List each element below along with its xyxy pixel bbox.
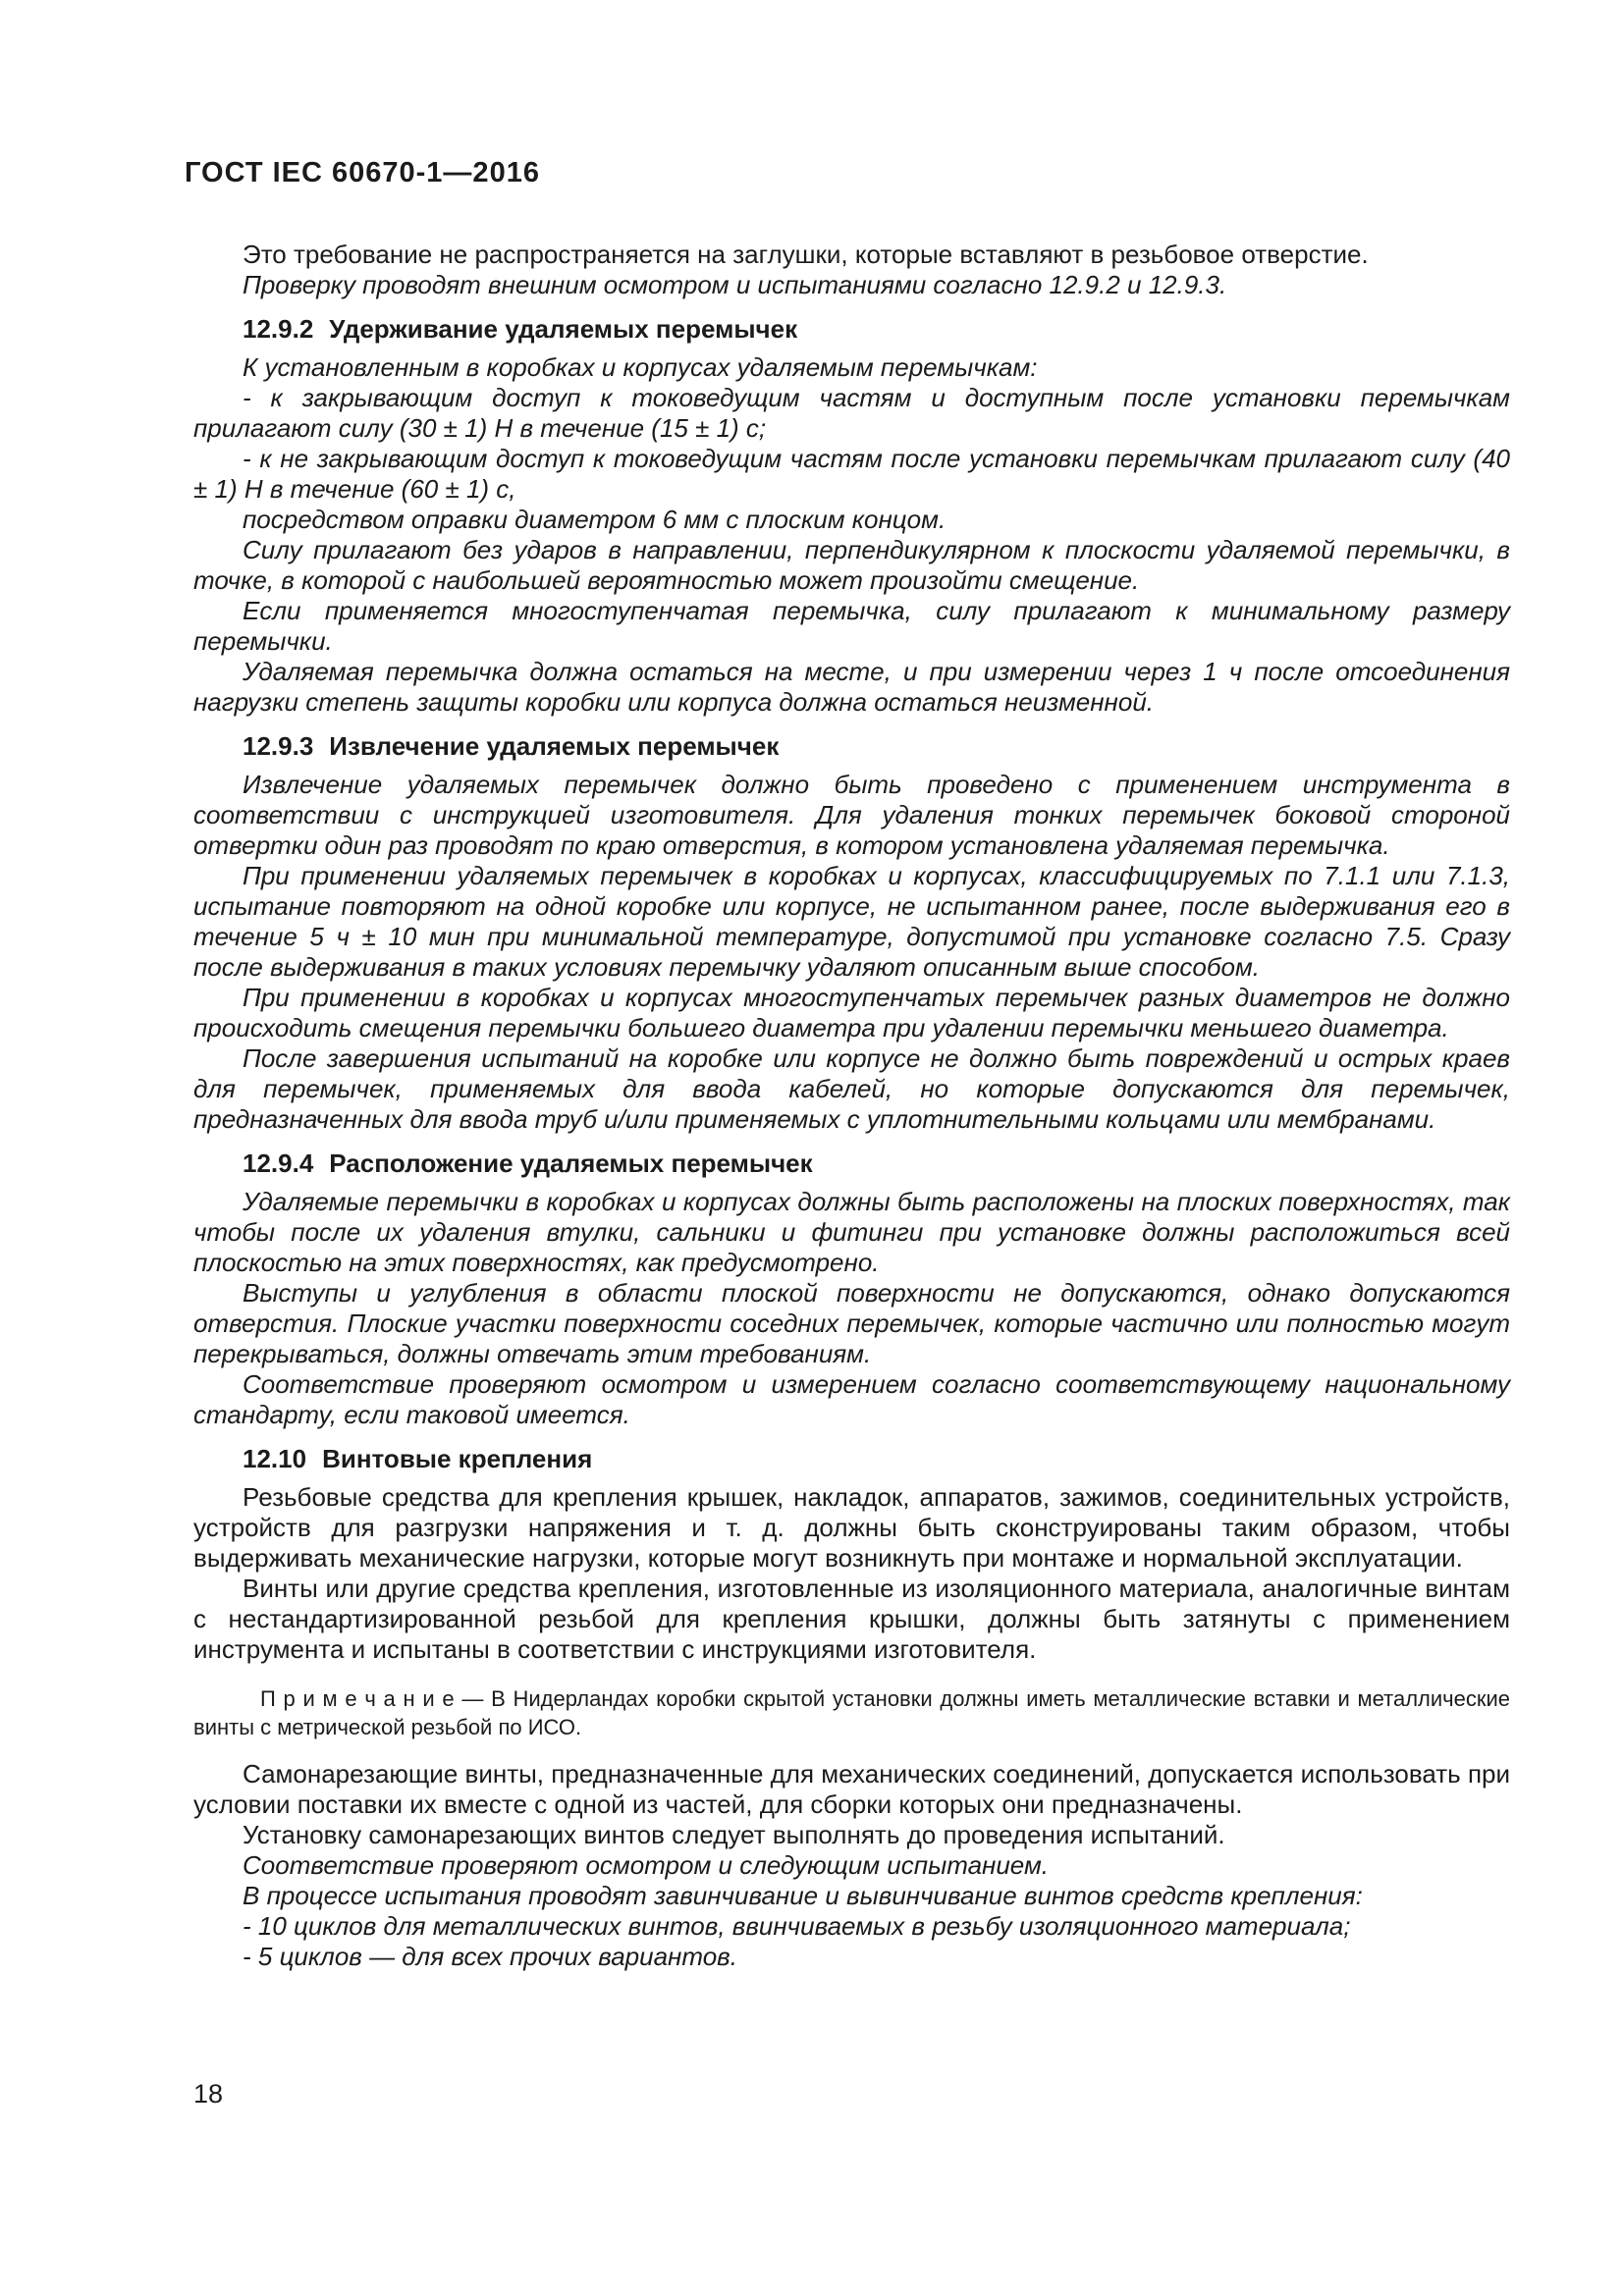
clause-heading-12-9-3 [193, 731, 1510, 762]
para-national-standard: Соответствие проверяют осмотром и измерением согласно соответствующему национальному стандарту, если таковой имеется. [193, 1369, 1510, 1429]
para-10-cycles: - 10 циклов для металлических винтов, ввинчиваемых в резьбу изоляционного материала; [243, 1911, 1351, 1941]
para-threaded-means: Резьбовые средства для крепления крышек, накладок, аппаратов, зажимов, соединительных устройств, устройств для разгрузки напряжения и т. д. должны быть сконструированы таким образом, чтобы выдерживать механические нагрузки, которые могут возникнуть при монтаже и нормальной эксплуатации. [193, 1482, 1510, 1573]
para-multistep-diameters: При применении в коробках и корпусах многоступенчатых перемычек разных диаметров не должно происходить смещения перемычки большего диаметра при удалении перемычки меньшего диаметра. [193, 983, 1510, 1042]
page-number: 18 [193, 2079, 224, 2109]
document-body [193, 240, 1510, 1972]
clause-number: 12.9.4 [243, 1148, 314, 1178]
para-plug-exception: Это требование не распространяется на заглушки, которые вставляют в резьбовое отверстие. [243, 240, 1369, 269]
note-netherlands: П р и м е ч а н и е — В Нидерландах коробки скрытой установки должны иметь металлические вставки и металлические винты с метрической резьбой по ИСО. [193, 1686, 1510, 1739]
clause-title: Винтовые крепления [322, 1444, 593, 1473]
para-force-30n: - к закрывающим доступ к токоведущим частям и доступным после установки перемычкам прилагают силу (30 ± 1) Н в течение (15 ± 1) с; [193, 383, 1510, 443]
clause-number: 12.10 [243, 1444, 307, 1473]
para-insulating-screws: Винты или другие средства крепления, изготовленные из изоляционного материала, аналогичные винтам с нестандартизированной резьбой для крепления крышки, должны быть затянуты с применением инструмента и испытаны в соответствии с инструкциями изготовителя. [193, 1574, 1510, 1664]
para-check-method: Проверку проводят внешним осмотром и испытаниями согласно 12.9.2 и 12.9.3. [243, 270, 1227, 299]
clause-title: Извлечение удаляемых перемычек [329, 731, 780, 761]
clause-title: Удерживание удаляемых перемычек [329, 314, 798, 344]
para-flat-surfaces: Удаляемые перемычки в коробках и корпусах должны быть расположены на плоских поверхностях, так чтобы после их удаления втулки, сальники и фитинги при установке должны расположиться всей плоскостью на этих поверхностях, как предусмотрено. [193, 1187, 1510, 1277]
para-classified-boxes: При применении удаляемых перемычек в коробках и корпусах, классифицируемых по 7.1.1 или 7.1.3, испытание повторяют на одной коробке или корпусе, не испытанном ранее, после выдерживания его в течение 5 ч ± 10 мин при минимальной температуре, допустимой при установке согласно 7.5. Сразу после выдерживания в таких условиях перемычку удаляют описанным выше способом. [193, 861, 1510, 982]
para-after-tests: После завершения испытаний на коробке или корпусе не должно быть повреждений и острых краев для перемычек, применяемых для ввода кабелей, но которые допускаются для перемычек, предназначенных для ввода труб и/или применяемых с уплотнительными кольцами или мембранами. [193, 1043, 1510, 1134]
doc-code-header: ГОСТ IEC 60670-1—2016 [185, 157, 540, 188]
para-force-40n: - к не закрывающим доступ к токоведущим частям после установки перемычкам прилагают силу (40 ± 1) Н в течение (60 ± 1) с, [193, 444, 1510, 504]
para-installed-membranes: К установленным в коробках и корпусах удаляемым перемычкам: [243, 352, 1038, 382]
para-force-no-impact: Силу прилагают без ударов в направлении, перпендикулярном к плоскости удаляемой перемычки, в точке, в которой с наибольшей вероятностью может произойти смещение. [193, 535, 1510, 595]
clause-heading-12-10 [193, 1444, 1510, 1474]
clause-number: 12.9.2 [243, 314, 314, 344]
clause-heading-12-9-4 [193, 1148, 1510, 1179]
para-protrusions: Выступы и углубления в области плоской поверхности не допускаются, однако допускаются отверстия. Плоские участки поверхности соседних перемычек, которые частично или полностью могут перекрываться, должны отвечать этим требованиям. [193, 1278, 1510, 1368]
para-membrane-stay: Удаляемая перемычка должна остаться на месте, и при измерении через 1 ч после отсоединения нагрузки степень защиты коробки или корпуса должна остаться неизменной. [193, 657, 1510, 717]
para-compliance-test: Соответствие проверяют осмотром и следующим испытанием. [243, 1850, 1050, 1880]
para-screwing-cycles: В процессе испытания проводят завинчивание и вывинчивание винтов средств крепления: [243, 1881, 1363, 1910]
para-self-tapping: Самонарезающие винты, предназначенные для механических соединений, допускается использовать при условии поставки их вместе с одной из частей, для сборки которых они предназначены. [193, 1759, 1511, 1819]
clause-number: 12.9.3 [243, 731, 314, 761]
para-install-before-tests: Установку самонарезающих винтов следует выполнять до проведения испытаний. [243, 1820, 1225, 1849]
clause-heading-12-9-2 [193, 314, 1510, 345]
para-extraction-tool: Извлечение удаляемых перемычек должно быть проведено с применением инструмента в соответствии с инструкцией изготовителя. Для удаления тонких перемычек боковой стороной отвертки один раз проводят по краю отверстия, в котором установлена удаляемая перемычка. [193, 770, 1510, 860]
para-multistep-membrane: Если применяется многоступенчатая перемычка, силу прилагают к минимальному размеру перемычки. [193, 596, 1510, 656]
para-5-cycles: - 5 циклов — для всех прочих вариантов. [243, 1942, 737, 1971]
clause-title: Расположение удаляемых перемычек [329, 1148, 813, 1178]
para-mandrel-6mm: посредством оправки диаметром 6 мм с плоским концом. [243, 505, 947, 534]
